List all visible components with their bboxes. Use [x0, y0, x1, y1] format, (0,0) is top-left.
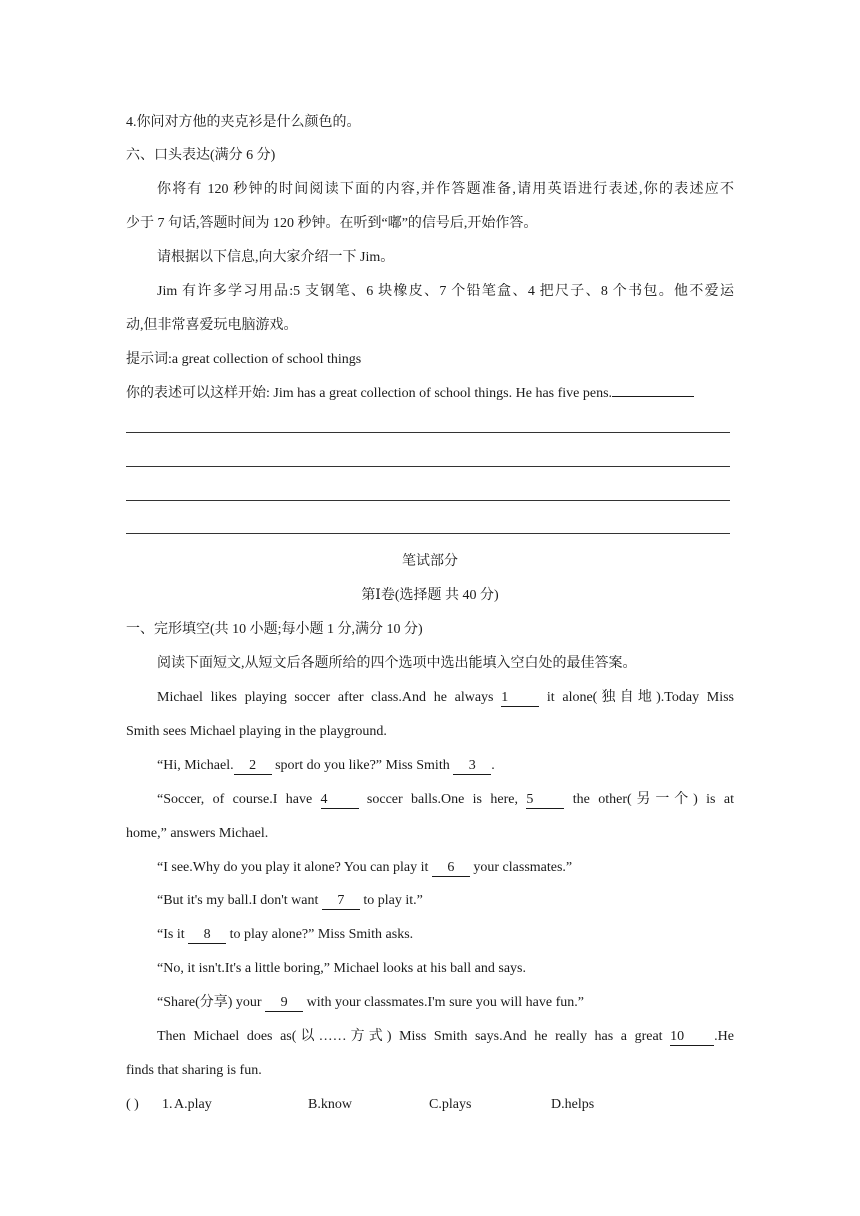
passage-line: home,” answers Michael. — [126, 826, 269, 841]
passage-text: . — [491, 758, 495, 773]
section6-start-line — [126, 384, 694, 404]
section6-heading: 六、口头表达(满分 6 分) — [126, 148, 276, 163]
blank-10[interactable]: 10 — [670, 1029, 714, 1046]
passage-text: Michael likes playing soccer after class.And he always — [157, 690, 494, 705]
blank-3[interactable]: 3 — [453, 758, 491, 775]
blank-9[interactable]: 9 — [265, 995, 303, 1012]
passage-line — [157, 1027, 734, 1047]
passage-line: “No, it isn't.It's a little boring,” Michael looks at his ball and says. — [157, 961, 526, 976]
answer-line[interactable] — [126, 500, 730, 501]
section1-instruction: 阅读下面短文,从短文后各题所给的四个选项中选出能填入空白处的最佳答案。 — [157, 656, 637, 671]
q4-line: 4.你问对方他的夹克衫是什么颜色的。 — [126, 115, 361, 130]
passage-text: with your classmates.I'm sure you will have fun.” — [306, 995, 584, 1010]
passage-text: soccer balls.One is here, — [366, 792, 518, 807]
passage-line — [157, 688, 734, 708]
answer-blank[interactable] — [612, 396, 694, 397]
section1-heading: 一、完形填空(共 10 小题;每小题 1 分,满分 10 分) — [126, 622, 423, 637]
passage-line — [157, 858, 572, 878]
option-a[interactable]: A.play — [174, 1097, 212, 1112]
passage-text: “I see.Why do you play it alone? You can play it — [157, 860, 429, 875]
answer-paren[interactable]: ( ) — [126, 1097, 139, 1112]
answer-line[interactable] — [126, 533, 730, 534]
question-number: 1. — [162, 1097, 173, 1112]
answer-line[interactable] — [126, 432, 730, 433]
passage-text: sport do you like?” Miss Smith — [275, 758, 450, 773]
passage-line — [157, 756, 495, 776]
passage-text: to play it.” — [363, 893, 423, 908]
blank-8[interactable]: 8 — [188, 927, 226, 944]
passage-text: “Soccer, of course.I have — [157, 792, 313, 807]
option-c[interactable]: C.plays — [429, 1097, 472, 1112]
passage-text: it alone(独自地).Today Miss — [546, 690, 735, 705]
passage-text: to play alone?” Miss Smith asks. — [229, 927, 414, 942]
blank-1[interactable]: 1 — [501, 690, 539, 707]
passage-text: “Is it — [157, 927, 185, 942]
passage-line — [157, 891, 423, 911]
paper1-title: 第Ⅰ卷(选择题 共 40 分) — [361, 588, 499, 603]
blank-2[interactable]: 2 — [234, 758, 272, 775]
section6-info-a: Jim 有许多学习用品:5 支钢笔、6 块橡皮、7 个铅笔盒、4 把尺子、8 个书包。他不爱运 — [157, 284, 734, 299]
passage-text: Then Michael does as(以……方式) Miss Smith says.And he really has a great — [157, 1029, 663, 1044]
passage-line — [157, 925, 413, 945]
passage-line: Smith sees Michael playing in the playground. — [126, 724, 387, 739]
blank-5[interactable]: 5 — [526, 792, 564, 809]
passage-line: finds that sharing is fun. — [126, 1063, 262, 1078]
passage-text: .He — [714, 1029, 734, 1044]
question-1 — [126, 1095, 606, 1115]
answer-line[interactable] — [126, 466, 730, 467]
written-part-title: 笔试部分 — [402, 554, 458, 569]
blank-6[interactable]: 6 — [432, 860, 470, 877]
option-d[interactable]: D.helps — [551, 1097, 595, 1112]
blank-7[interactable]: 7 — [322, 893, 360, 910]
blank-4[interactable]: 4 — [321, 792, 359, 809]
passage-text: “But it's my ball.I don't want — [157, 893, 319, 908]
passage-line — [157, 790, 734, 810]
passage-text: your classmates.” — [473, 860, 573, 875]
passage-text: the other(另一个) is at — [572, 792, 734, 807]
section6-intro: 请根据以下信息,向大家介绍一下 Jim。 — [157, 250, 395, 265]
section6-instruction-a: 你将有 120 秒钟的时间阅读下面的内容,并作答题准备,请用英语进行表述,你的表述应不 — [157, 182, 734, 197]
section6-start: 你的表述可以这样开始: Jim has a great collection of school things. He has five pens. — [126, 386, 613, 401]
passage-text: “Hi, Michael. — [157, 758, 234, 773]
section6-instruction-b: 少于 7 句话,答题时间为 120 秒钟。在听到“嘟”的信号后,开始作答。 — [126, 216, 538, 231]
option-b[interactable]: B.know — [308, 1097, 352, 1112]
section6-hint: 提示词:a great collection of school things — [126, 352, 362, 367]
passage-line — [157, 993, 584, 1013]
section6-info-b: 动,但非常喜爱玩电脑游戏。 — [126, 318, 298, 333]
passage-text: “Share(分享) your — [157, 995, 262, 1010]
